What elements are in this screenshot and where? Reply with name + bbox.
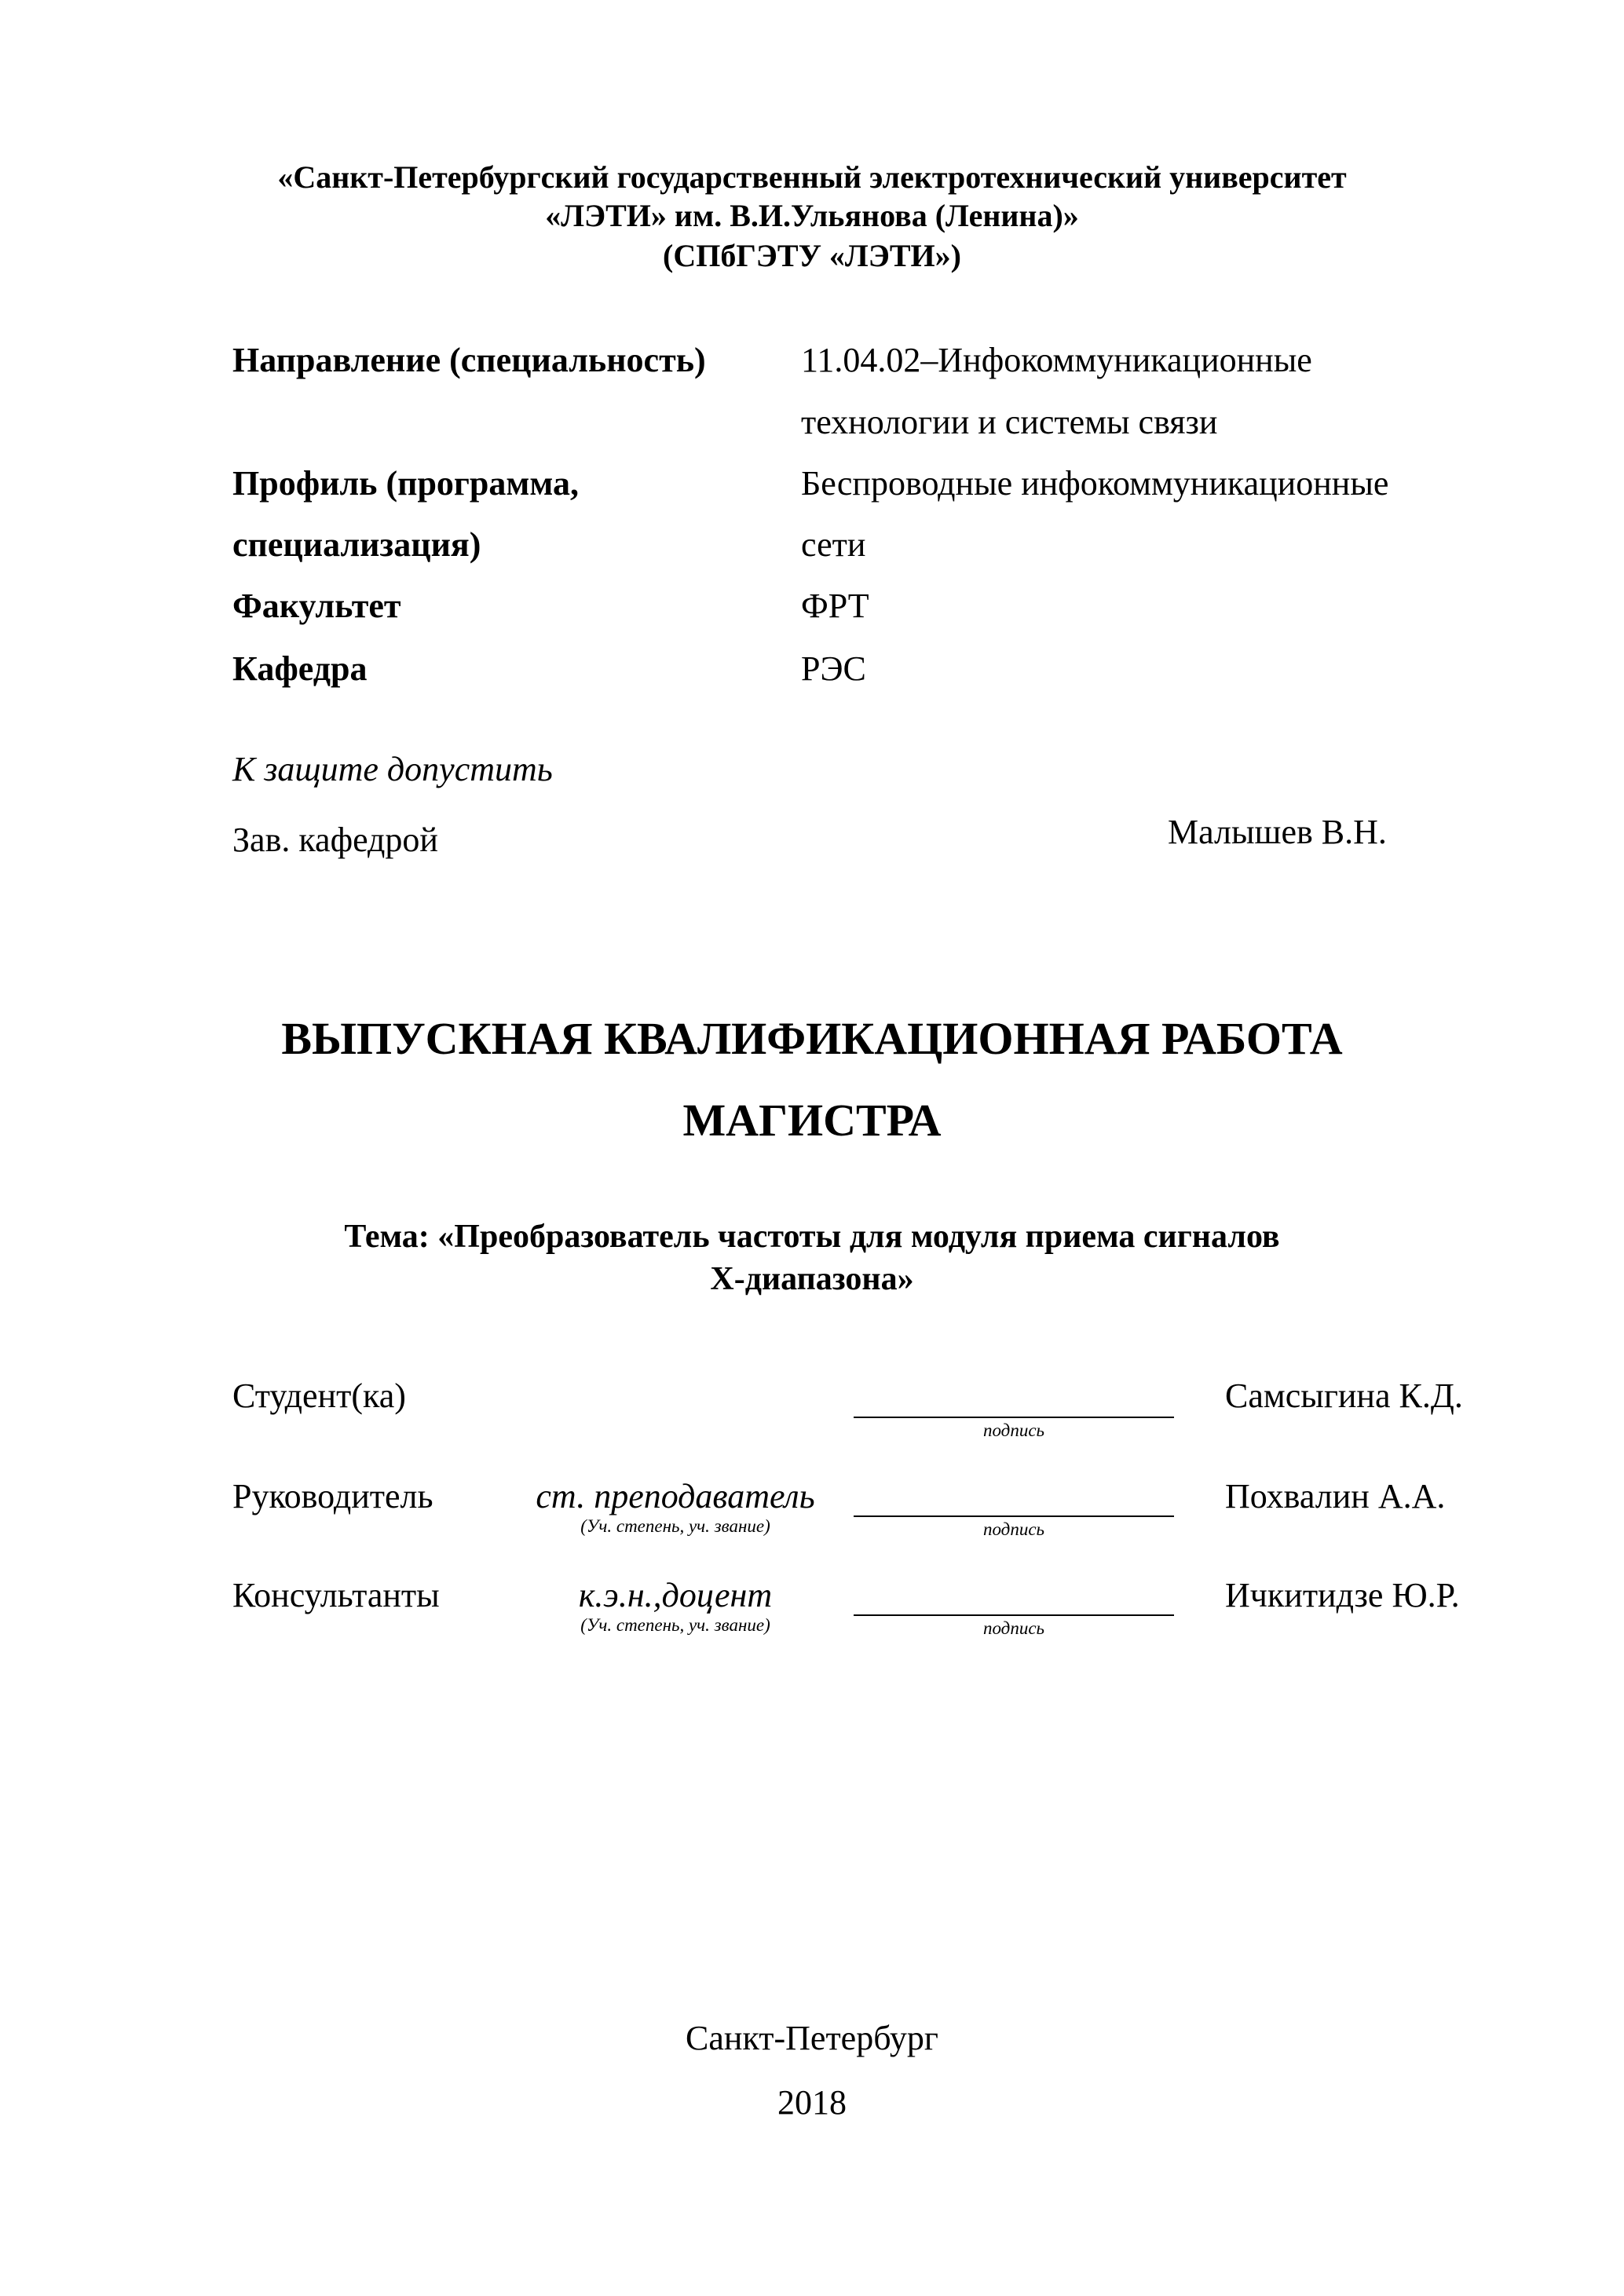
- profile-label-line1: Профиль (программа,: [232, 464, 580, 503]
- consultant-signature-caption: подпись: [982, 1618, 1044, 1638]
- work-title-line2: МАГИСТРА: [682, 1095, 942, 1146]
- supervisor-label: Руководитель: [232, 1477, 433, 1515]
- student-signature-line: [854, 1417, 1174, 1418]
- supervisor-signature-caption: подпись: [982, 1519, 1044, 1539]
- footer-year: 2018: [777, 2083, 847, 2122]
- department-value: РЭС: [801, 649, 866, 688]
- profile-value-line2: сети: [801, 525, 866, 564]
- direction-value-line2: технологии и системы связи: [801, 403, 1218, 441]
- university-name-line1: «Санкт-Петербургский государственный электротехнический университет: [277, 159, 1347, 195]
- profile-value-line1: Беспроводные инфокоммуникационные: [801, 464, 1389, 503]
- supervisor-degree-caption: (Уч. степень, уч. звание): [580, 1516, 770, 1536]
- consultant-label: Консультанты: [232, 1576, 440, 1614]
- supervisor-degree: ст. преподаватель: [536, 1477, 815, 1515]
- university-abbreviation: (СПбГЭТУ «ЛЭТИ»): [663, 238, 961, 273]
- department-label: Кафедра: [232, 649, 368, 688]
- student-label: Студент(ка): [232, 1377, 406, 1415]
- consultant-name: Ичкитидзе Ю.Р.: [1225, 1576, 1460, 1614]
- student-name: Самсыгина К.Д.: [1225, 1377, 1463, 1415]
- direction-value-line1: 11.04.02–Инфокоммуникационные: [801, 341, 1312, 379]
- student-signature-caption: подпись: [982, 1420, 1044, 1440]
- university-name-line2: «ЛЭТИ» им. В.И.Ульянова (Ленина)»: [545, 198, 1079, 233]
- topic-line1: Тема: «Преобразователь частоты для модуля приема сигналов: [344, 1219, 1280, 1255]
- head-of-department-label: Зав. кафедрой: [232, 821, 438, 859]
- faculty-label: Факультет: [232, 587, 401, 625]
- work-title-line1: ВЫПУСКНАЯ КВАЛИФИКАЦИОННАЯ РАБОТА: [281, 1013, 1343, 1064]
- faculty-value: ФРТ: [801, 587, 869, 625]
- consultant-degree: к.э.н.,доцент: [578, 1576, 773, 1614]
- topic-line2: X-диапазона»: [710, 1261, 914, 1297]
- footer-city: Санкт-Петербург: [686, 2019, 938, 2057]
- admit-to-defense-text: К защите допустить: [232, 750, 553, 788]
- supervisor-signature-line: [854, 1515, 1174, 1517]
- profile-label-line2: специализация): [232, 525, 481, 564]
- direction-label: Направление (специальность): [232, 341, 706, 379]
- supervisor-name: Похвалин А.А.: [1225, 1477, 1446, 1515]
- consultant-signature-line: [854, 1614, 1174, 1616]
- head-of-department-name: Малышев В.Н.: [1168, 813, 1387, 851]
- consultant-degree-caption: (Уч. степень, уч. звание): [580, 1615, 770, 1635]
